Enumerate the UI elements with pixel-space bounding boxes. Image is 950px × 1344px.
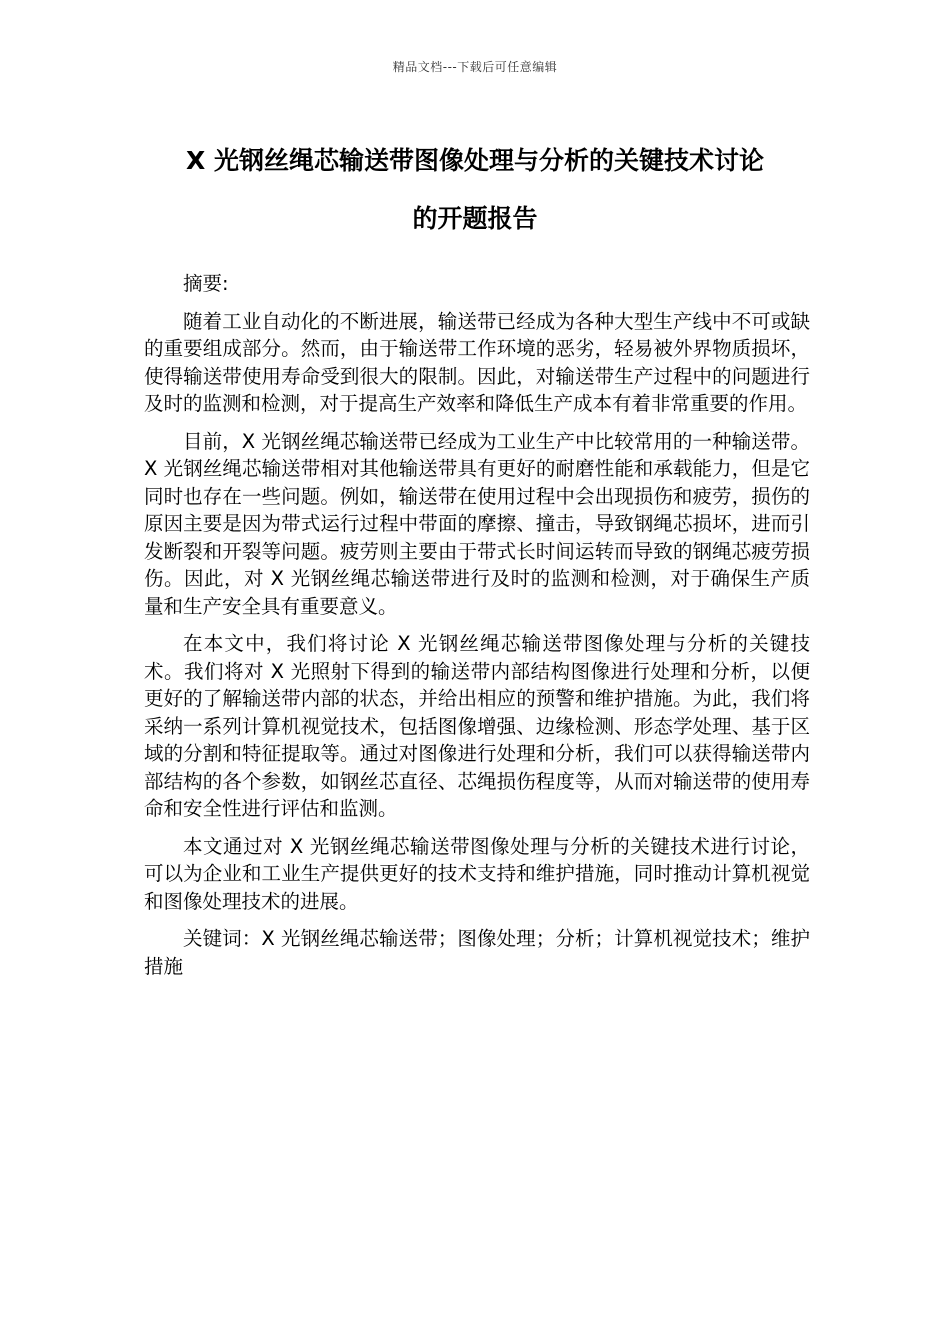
paragraph-3: 在本文中，我们将讨论 X 光钢丝绳芯输送带图像处理与分析的关键技术。我们将对 X 光照射下得到的输送带内部结构图像进行处理和分析，以便更好的了解输送带内部的状态，并给出相应的预警和维护措施。为此，我们将采纳一系列计算机视觉技术，包括图像增强、边缘检测、形态学处理、基于区域的分割和特征提取等。通过对图像进行处理和分析，我们可以获得输送带内部结构的各个参数，如钢丝芯直径、芯绳损伤程度等，从而对输送带的使用寿命和安全性进行评估和监测。 xyxy=(144,632,810,820)
page-header: 精品文档---下载后可任意编辑 xyxy=(392,60,558,74)
paragraph-4: 本文通过对 X 光钢丝绳芯输送带图像处理与分析的关键技术进行讨论，可以为企业和工业生产提供更好的技术支持和维护措施，同时推动计算机视觉和图像处理技术的进展。 xyxy=(144,834,810,913)
document-title xyxy=(140,132,810,248)
document-body xyxy=(144,270,810,990)
title-line-1: X 光钢丝绳芯输送带图像处理与分析的关键技术讨论 xyxy=(186,146,764,175)
title-line-2: 的开题报告 xyxy=(412,204,538,233)
keywords: 关键词：X 光钢丝绳芯输送带；图像处理；分析；计算机视觉技术；维护措施 xyxy=(144,927,810,978)
abstract-label: 摘要: xyxy=(183,272,229,295)
paragraph-1: 随着工业自动化的不断进展，输送带已经成为各种大型生产线中不可或缺的重要组成部分。然而，由于输送带工作环境的恶劣，轻易被外界物质损坏，使得输送带使用寿命受到很大的限制。因此，对输送带生产过程中的问题进行及时的监测和检测，对于提高生产效率和降低生产成本有着非常重要的作用。 xyxy=(144,309,810,415)
paragraph-2: 目前，X 光钢丝绳芯输送带已经成为工业生产中比较常用的一种输送带。X 光钢丝绳芯输送带相对其他输送带具有更好的耐磨性能和承载能力，但是它同时也存在一些问题。例如，输送带在使用过程中会出现损伤和疲劳，损伤的原因主要是因为带式运行过程中带面的摩擦、撞击，导致钢绳芯损坏，进而引发断裂和开裂等问题。疲劳则主要由于带式长时间运转而导致的钢绳芯疲劳损伤。因此，对 X 光钢丝绳芯输送带进行及时的监测和检测，对于确保生产质量和生产安全具有重要意义。 xyxy=(144,429,810,618)
